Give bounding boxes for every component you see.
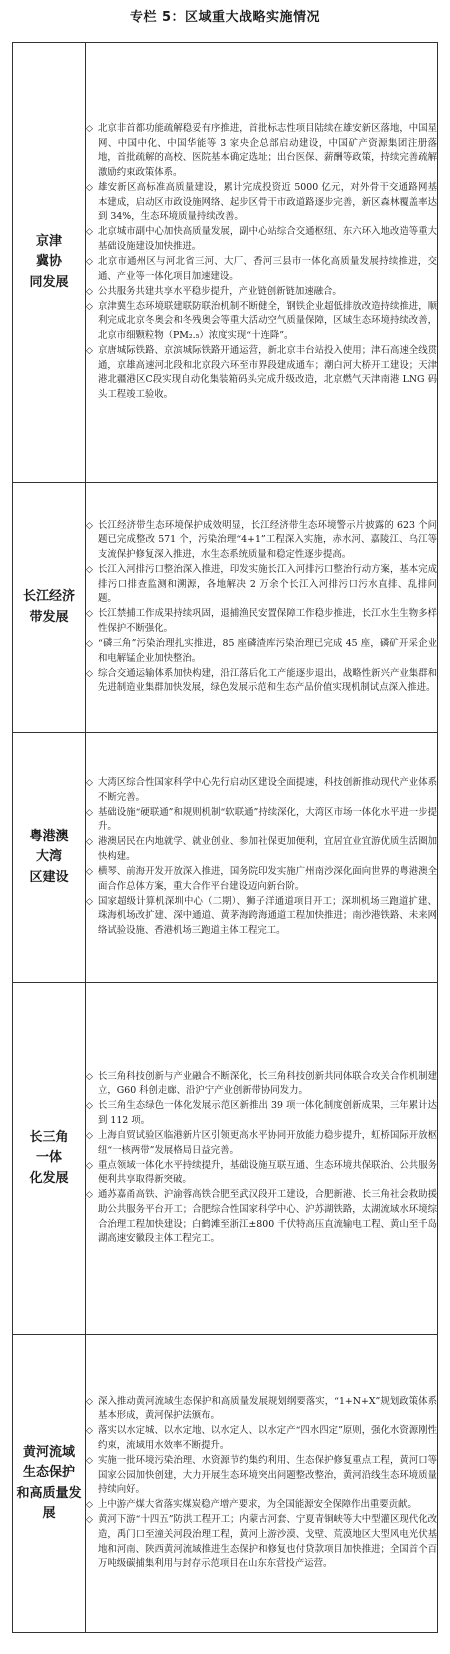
item-text: 国家超级计算机深圳中心（二期）、狮子洋通道项目开工；深圳机场三跑道扩建、珠海机场改扩建、深中通道、黄茅海跨海通道工程加快推进；南沙港铁路、未来网络试验设施、香港机场三跑道主体工程完工。 [98,895,437,936]
strategy-table [12,42,438,1633]
region-label: 京津 冀协 同发展 [13,43,86,483]
list-item [86,255,437,284]
diamond-bullet-icon: ◇ [86,1500,93,1511]
list-item [86,1188,437,1246]
item-text: 基础设施“硬联通”和规则机制“软联通”持续深化，大湾区市场一体化水平进一步提升。 [98,806,437,833]
section-row [13,483,438,733]
item-text: “磷三角”污染治理扎实推进，85 座磷渣库污染治理已完成 45 座，磷矿开采企业和电解锰企业加快整治。 [98,637,437,664]
list-item [86,519,437,563]
list-item [86,806,437,835]
list-item [86,122,437,180]
region-label: 长江经济 带发展 [13,483,86,733]
item-text: 上海自贸试验区临港新片区引领更高水平协同开放能力稳步提升，虹桥国际开放枢纽“一核两带”发展格局日益完善。 [98,1130,437,1156]
diamond-bullet-icon: ◇ [86,256,93,267]
item-text: 北京城市副中心加快高质量发展，副中心站综合交通枢纽、东六环入地改造等重大基础设施建设加快推进。 [98,226,437,252]
list-item [86,181,437,225]
item-text: 落实以水定城、以水定地、以水定人、以水定产“四水四定”原则，强化水资源刚性约束，流域用水效率不断提升。 [98,1425,437,1451]
list-item [86,225,437,254]
item-text: 长三角科技创新与产业融合不断深化，长三角科技创新共同体联合攻关合作机制建立，G60 科创走廊、沿沪宁产业创新带协同发力。 [98,1070,437,1097]
diamond-bullet-icon: ◇ [86,837,93,848]
region-label: 长三角 一体 化发展 [13,983,86,1335]
diamond-bullet-icon: ◇ [86,346,93,357]
item-text: 长江禁捕工作成果持续巩固，退捕渔民安置保障工作稳步推进，长江水生生物多样性保护不断强化。 [98,608,437,634]
item-text: 黄河下游“十四五”防洪工程开工；内蒙古河套、宁夏青铜峡等大中型灌区现代化改造，禹门口至潼关河段治理工程，黄河上游沙漠、戈壁、荒漠地区大型风电光伏基地和河南、陕西黄河流域推进生态保护和修复也付贷款项目加快推进；全国首个百万吨级碳捕集利用与封存示范项目在山东东营投产运营。 [98,1514,437,1570]
diamond-bullet-icon: ◇ [86,1515,93,1526]
diamond-bullet-icon: ◇ [86,867,93,878]
section-row [13,983,438,1335]
diamond-bullet-icon: ◇ [86,668,93,679]
item-text: 横琴、前海开发开放深入推进，国务院印发实施广州南沙深化面向世界的粤港澳全面合作总体方案，重大合作平台建设迈向新台阶。 [98,866,437,892]
list-item [86,637,437,666]
diamond-bullet-icon: ◇ [86,564,93,575]
item-list [86,483,438,733]
section-row [13,43,438,483]
region-label: 粤港澳 大湾 区建设 [13,733,86,983]
diamond-bullet-icon: ◇ [86,1190,93,1201]
item-text: 大湾区综合性国家科学中心先行启动区建设全面提速，科技创新推动现代产业体系不断完善。 [98,776,437,803]
item-text: 长三角生态绿色一体化发展示范区新推出 39 项一体化制度创新成果，三年累计达到 112 项。 [98,1100,437,1126]
diamond-bullet-icon: ◇ [86,286,93,297]
list-item [86,667,437,696]
list-item [86,1129,437,1158]
column-title: 专栏 5：区域重大战略实施情况 [129,10,321,25]
diamond-bullet-icon: ◇ [86,1426,93,1437]
list-item [86,300,437,344]
item-list [86,1335,438,1633]
list-item [86,776,437,805]
item-text: 长江经济带生态环境保护成效明显，长江经济带生态环境警示片披露的 623 个问题已完成整改 571 个，污染治理“4+1”工程深入实施，赤水河、嘉陵江、乌江等支流保护修复深入推进，水生态系统质量和稳定性逐步提高。 [98,519,437,560]
item-text: 深入推动黄河流域生态保护和高质量发展规划纲要落实，“1+N+X”规划政策体系基本形成，黄河保护法颁布。 [98,1395,437,1422]
list-item [86,563,437,607]
item-text: 实施一批环境污染治理、水资源节约集约利用、生态保护修复重点工程，黄河口等国家公园加快创建，大力开展生态环境突出问题整改整治，黄河沿线生态环境质量持续向好。 [98,1455,437,1496]
diamond-bullet-icon: ◇ [86,1160,93,1171]
diamond-bullet-icon: ◇ [86,807,93,818]
item-list [86,43,438,483]
diamond-bullet-icon: ◇ [86,1396,93,1407]
list-item [86,1099,437,1128]
list-item [86,607,437,636]
diamond-bullet-icon: ◇ [86,1131,93,1142]
item-text: 港澳居民在内地就学、就业创业、参加社保更加便利，宜居宜业宜游优质生活圈加快构建。 [98,836,437,862]
item-text: 北京市通州区与河北省三河、大厂、香河三县市一体化高质量发展持续推进，交通、产业等一体化项目加速建设。 [98,255,437,282]
list-item [86,1498,437,1513]
list-item [86,1424,437,1453]
diamond-bullet-icon: ◇ [86,227,93,238]
section-row [13,1335,438,1633]
item-list [86,733,438,983]
list-item [86,895,437,939]
item-text: 长江入河排污口整治深入推进，印发实施长江入河排污口整治行动方案，基本完成排污口排查监测和溯源，各地解决 2 万余个长江入河排污口污水直排、乱排问题。 [98,563,437,605]
item-text: 重点领域一体化水平持续提升，基础设施互联互通、生态环境共保联治、公共服务便利共享取得新突破。 [98,1159,437,1186]
list-item [86,1070,437,1099]
diamond-bullet-icon: ◇ [86,124,93,135]
region-label: 黄河流域 生态保护 和高质量发展 [13,1335,86,1633]
diamond-bullet-icon: ◇ [86,777,93,788]
diamond-bullet-icon: ◇ [86,896,93,907]
item-text: 京唐城际铁路、京滨城际铁路开通运营，新北京丰台站投入使用；津石高速全线贯通，京雄高速河北段和北京段六环至市界段建成通车；潮白河大桥开工建设；天津港北疆港区C段实现自动化集装箱码头完成升级改造，北京燃气天津南港 LNG 码头工程竣工验收。 [98,345,437,400]
item-text: 上中游产煤大省落实煤炭稳产增产要求，为全国能源安全保障作出重要贡献。 [98,1499,417,1511]
list-item [86,1513,437,1571]
section-row [13,733,438,983]
item-text: 北京非首都功能疏解稳妥有序推进，首批标志性项目陆续在雄安新区落地，中国星网、中国中化、中国华能等 3 家央企总部启动建设，中国矿产资源集团注册落地，首批疏解的高校、医院基本确定选址；出台医保、薪酬等政策，持续完善疏解激励约束政策体系。 [98,123,437,178]
item-list [86,983,438,1335]
list-item [86,285,437,300]
diamond-bullet-icon: ◇ [86,609,93,620]
diamond-bullet-icon: ◇ [86,182,93,193]
list-item [86,1395,437,1424]
item-text: 综合交通运输体系加快构建，沿江落后化工产能逐步退出，战略性新兴产业集群和先进制造业集群加快发展，绿色发展示范和生态产品价值实现机制试点深入推进。 [98,667,437,694]
list-item [86,865,437,894]
list-item [86,344,437,402]
diamond-bullet-icon: ◇ [86,301,93,312]
item-text: 京津冀生态环境联建联防联治机制不断健全，钢铁企业超低排放改造持续推进，顺利完成北京冬奥会和冬残奥会等重大活动空气质量保障，区域生态环境持续改善，北京市细颗粒物（PM₂.₅）浓度实现“十连降”。 [98,300,437,341]
item-text: 雄安新区高标准高质量建设，累计完成投资近 5000 亿元，对外骨干交通路网基本建成，启动区市政设施网络、起步区骨干市政道路逐步完善，新区森林覆盖率达到 34%，生态环境质量持续改善。 [98,181,437,223]
list-item [86,1159,437,1188]
diamond-bullet-icon: ◇ [86,1071,93,1082]
diamond-bullet-icon: ◇ [86,520,93,531]
list-item [86,1454,437,1498]
list-item [86,835,437,864]
diamond-bullet-icon: ◇ [86,1101,93,1112]
diamond-bullet-icon: ◇ [86,1456,93,1467]
item-text: 通苏嘉甬高铁、沪渝蓉高铁合肥至武汉段开工建设，合肥新港、长三角社会救助援助公共服务平台开工；合肥综合性国家科学中心、沪苏湖铁路，太湖流域水环境综合治理工程加快建设；白鹤滩至浙江±800 千伏特高压直流输电工程、黄山至千岛湖高速安徽段主体工程完工。 [98,1189,437,1245]
diamond-bullet-icon: ◇ [86,638,93,649]
item-text: 公共服务共建共享水平稳步提升，产业链创新链加速融合。 [98,285,342,297]
